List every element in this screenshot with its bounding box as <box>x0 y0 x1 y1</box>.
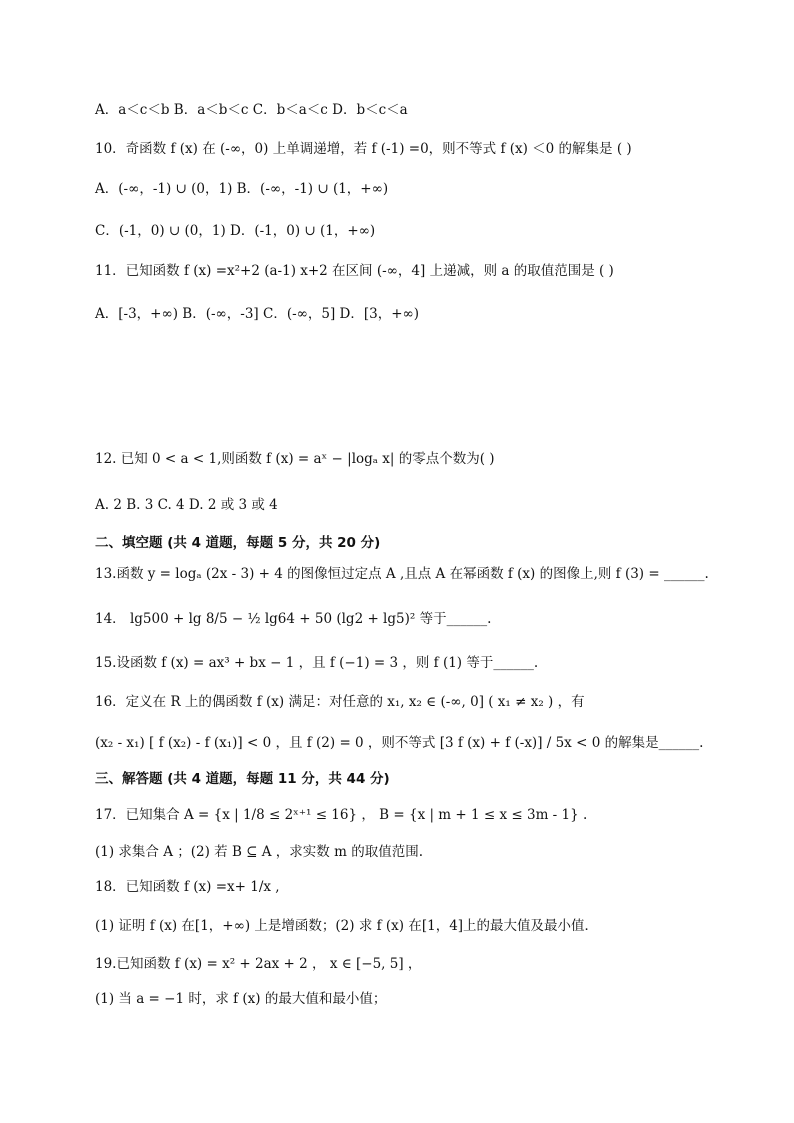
q11-options: A．[-3，+∞) B．(-∞，-3] C．(-∞，5] D．[3，+∞) <box>95 306 420 322</box>
q17-parts: (1) 求集合 A ；(2) 若 B ⊆ A ，求实数 m 的取值范围. <box>95 844 423 860</box>
q12-stem: 12. 已知 0 < a < 1,则函数 f (x) = aˣ − |logₐ x| 的零点个数为( ) <box>95 451 495 467</box>
q9-options: A．a＜c＜b B．a＜b＜c C．b＜a＜c D．b＜c＜a <box>95 102 408 118</box>
q11-stem: 11．已知函数 f (x) =x²+2 (a-1) x+2 在区间 (-∞，4] 上递减，则 a 的取值范围是 ( ) <box>95 263 614 279</box>
q18-parts: (1) 证明 f (x) 在[1，+∞) 上是增函数；(2) 求 f (x) 在[1，4]上的最大值及最小值． <box>95 918 599 934</box>
section-fill-blank-title: 二、填空题 (共 4 道题，每题 5 分，共 20 分) <box>95 535 381 551</box>
section-answer-title: 三、解答题 (共 4 道题，每题 11 分，共 44 分) <box>95 771 390 787</box>
q14-text: 14． lg500 + lg 8/5 − ½ lg64 + 50 (lg2 + lg5)² 等于______. <box>95 611 492 627</box>
q17-stem: 17．已知集合 A = {x | 1/8 ≤ 2ˣ⁺¹ ≤ 16} ， B = {x | m + 1 ≤ x ≤ 3m - 1} . <box>95 807 588 823</box>
q19-stem: 19.已知函数 f (x) = x² + 2ax + 2 ， x ∈ [−5, 5] ， <box>95 956 422 972</box>
q15-text: 15.设函数 f (x) = ax³ + bx − 1 ，且 f (−1) = 3 ，则 f (1) 等于______. <box>95 655 539 671</box>
q10-stem: 10．奇函数 f (x) 在 (-∞，0) 上单调递增，若 f (-1) =0，则不等式 f (x) ＜0 的解集是 ( ) <box>95 141 632 157</box>
q12-options: A. 2 B. 3 C. 4 D. 2 或 3 或 4 <box>95 497 278 513</box>
q19-part1: (1) 当 a = −1 时，求 f (x) 的最大值和最小值； <box>95 991 387 1007</box>
q16-line1: 16．定义在 R 上的偶函数 f (x) 满足：对任意的 x₁, x₂ ∈ (-∞, 0] ( x₁ ≠ x₂ ) ，有 <box>95 694 585 710</box>
q16-line2: (x₂ - x₁) [ f (x₂) - f (x₁)] < 0 ，且 f (2) = 0 ，则不等式 [3 f (x) + f (-x)] / 5x < 0 的解集是______. <box>95 735 704 751</box>
q10-options-ab: A．(-∞，-1) ∪ (0，1) B．(-∞，-1) ∪ (1，+∞) <box>95 181 389 197</box>
q18-stem: 18．已知函数 f (x) =x+ 1/x , <box>95 879 280 895</box>
q13-text: 13.函数 y = logₐ (2x - 3) + 4 的图像恒过定点 A ,且点 A 在幂函数 f (x) 的图像上,则 f (3) = ______. <box>95 566 709 582</box>
q10-options-cd: C．(-1，0) ∪ (0，1) D．(-1，0) ∪ (1，+∞) <box>95 223 376 239</box>
